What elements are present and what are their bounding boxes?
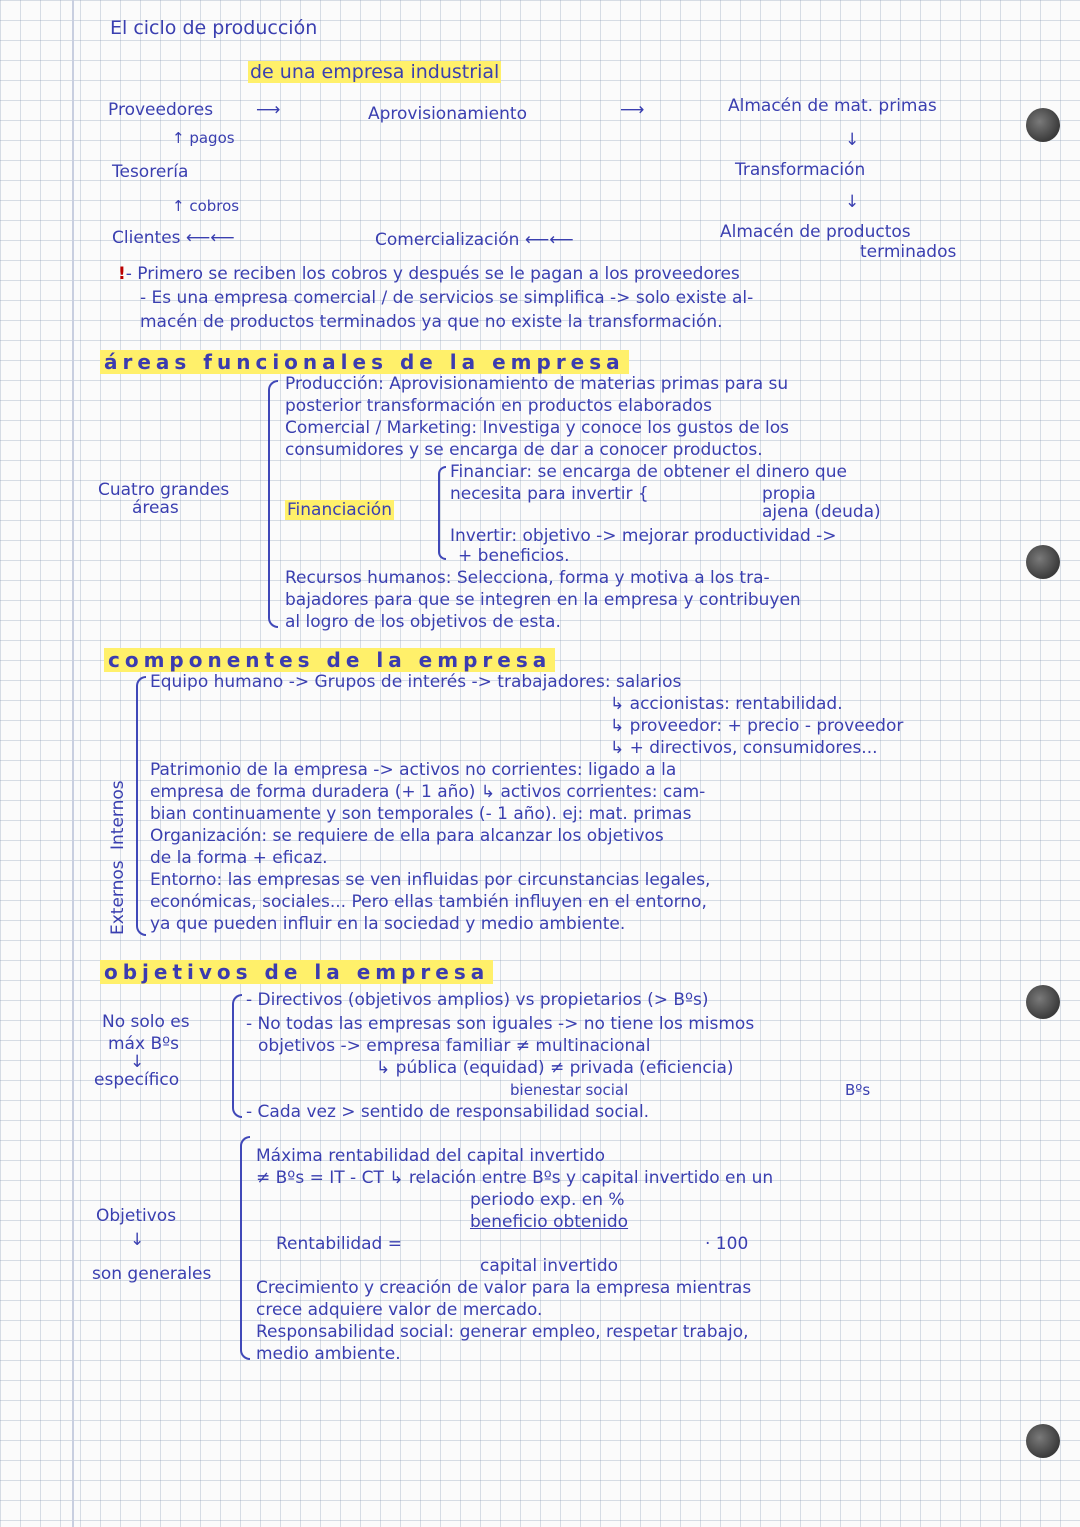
financiar-ajena: ajena (deuda) xyxy=(762,502,881,522)
section-heading-componentes: componentes de la empresa xyxy=(104,648,555,672)
label-externos: Externos xyxy=(108,860,128,935)
objetivos-left: No solo es xyxy=(102,1012,190,1032)
financiacion-label: Financiación xyxy=(287,500,392,520)
areas-line: consumidores y se encarga de dar a conocer productos. xyxy=(285,440,763,460)
punch-hole xyxy=(1026,545,1060,579)
note-3: macén de productos terminados ya que no existe la transformación. xyxy=(140,312,723,332)
objetivos-line: - Directivos (objetivos amplios) vs propietarios (> Bºs) xyxy=(246,990,709,1010)
node-almacen-prod: Almacén de productos xyxy=(720,222,911,242)
generales-line: periodo exp. en % xyxy=(470,1190,625,1210)
objetivos-line: bienestar social xyxy=(510,1081,629,1099)
arrow-down: ↓ xyxy=(845,192,860,212)
node-almacen-prod-2: terminados xyxy=(860,242,957,262)
node-comercializacion: Comercialización ⟵⟵ xyxy=(375,230,574,250)
arrow-down: ↓ xyxy=(130,1052,145,1072)
financiar-propia: propia xyxy=(762,484,816,504)
objetivos-left: específico xyxy=(94,1070,180,1090)
node-proveedores: Proveedores xyxy=(108,100,214,120)
generales-line: Crecimiento y creación de valor para la empresa mientras xyxy=(256,1278,752,1298)
arrow-down: ↓ xyxy=(845,130,860,150)
rrhh-line: bajadores para que se integren en la empresa y contribuyen xyxy=(285,590,801,610)
entorno-line: ya que pueden influir en la sociedad y medio ambiente. xyxy=(150,914,626,934)
objetivos-line: ↳ pública (equidad) ≠ privada (eficiencia) xyxy=(376,1058,734,1078)
componentes-line: Equipo humano -> Grupos de interés -> trabajadores: salarios xyxy=(150,672,682,692)
node-aprovisionamiento: Aprovisionamiento xyxy=(368,104,527,124)
organizacion-line: de la forma + eficaz. xyxy=(150,848,328,868)
generales-line: Responsabilidad social: generar empleo, respetar trabajo, xyxy=(256,1322,749,1342)
areas-label-1: Cuatro grandes xyxy=(98,480,230,500)
organizacion-line: Organización: se requiere de ella para alcanzar los objetivos xyxy=(150,826,664,846)
label-internos: Internos xyxy=(108,780,128,850)
invertir-line: + beneficios. xyxy=(458,546,570,566)
componentes-line: ↳ accionistas: rentabilidad. xyxy=(610,694,843,714)
generales-left: son generales xyxy=(92,1264,212,1284)
section-heading-objetivos: objetivos de la empresa xyxy=(100,960,493,984)
componentes-line: ↳ + directivos, consumidores... xyxy=(610,738,878,758)
brace xyxy=(136,676,146,936)
patrimonio-line: Patrimonio de la empresa -> activos no corrientes: ligado a la xyxy=(150,760,677,780)
punch-hole xyxy=(1026,108,1060,142)
rrhh-line: al logro de los objetivos de esta. xyxy=(285,612,561,632)
objetivos-line: - No todas las empresas son iguales -> no tiene los mismos xyxy=(246,1014,755,1034)
punch-hole xyxy=(1026,1424,1060,1458)
brace xyxy=(232,994,242,1118)
formula-numerator: beneficio obtenido xyxy=(470,1212,629,1232)
node-transformacion: Transformación xyxy=(735,160,866,180)
objetivos-line: Bºs xyxy=(845,1081,871,1099)
generales-line: ≠ Bºs = IT - CT ↳ relación entre Bºs y capital invertido en un xyxy=(256,1168,774,1188)
generales-line: medio ambiente. xyxy=(256,1344,401,1364)
patrimonio-line: bian continuamente y son temporales (- 1 año). ej: mat. primas xyxy=(150,804,692,824)
rrhh-line: Recursos humanos: Selecciona, forma y motiva a los tra- xyxy=(285,568,770,588)
areas-line: Comercial / Marketing: Investiga y conoce los gustos de los xyxy=(285,418,790,438)
formula-denominator: capital invertido xyxy=(480,1256,619,1276)
areas-line: Producción: Aprovisionamiento de materias primas para su xyxy=(285,374,789,394)
areas-label-2: áreas xyxy=(132,498,179,518)
node-almacen-mat: Almacén de mat. primas xyxy=(728,96,937,116)
objetivos-line: objetivos -> empresa familiar ≠ multinacional xyxy=(258,1036,651,1056)
entorno-line: Entorno: las empresas se ven influidas por circunstancias legales, xyxy=(150,870,711,890)
formula-label: Rentabilidad = xyxy=(276,1234,402,1254)
objetivos-line: - Cada vez > sentido de responsabilidad social. xyxy=(246,1102,650,1122)
generales-line: crece adquiere valor de mercado. xyxy=(256,1300,543,1320)
brace xyxy=(240,1136,250,1360)
node-clientes: Clientes ⟵⟵ xyxy=(112,228,235,248)
arrow-right: ⟶ xyxy=(620,100,645,120)
arrow-right: ⟶ xyxy=(256,100,281,120)
generales-left: Objetivos xyxy=(96,1206,177,1226)
financiar-line: Financiar: se encarga de obtener el dinero que xyxy=(450,462,847,482)
componentes-line: ↳ proveedor: + precio - proveedor xyxy=(610,716,904,736)
label-cobros: ↑ cobros xyxy=(172,197,240,215)
financiar-line: necesita para invertir { xyxy=(450,484,649,504)
note-2: - Es una empresa comercial / de servicios se simplifica -> solo existe al- xyxy=(140,288,754,308)
section-heading-areas: áreas funcionales de la empresa xyxy=(100,350,629,374)
areas-line: posterior transformación en productos elaborados xyxy=(285,396,713,416)
objetivos-left: máx Bºs xyxy=(108,1034,179,1054)
arrow-down: ↓ xyxy=(130,1230,145,1250)
page-title: El ciclo de producción xyxy=(110,17,318,39)
label-pagos: ↑ pagos xyxy=(172,129,235,147)
margin-line xyxy=(72,0,74,1527)
generales-line: Máxima rentabilidad del capital invertido xyxy=(256,1146,605,1166)
invertir-line: Invertir: objetivo -> mejorar productividad -> xyxy=(450,526,837,546)
brace xyxy=(438,466,446,560)
patrimonio-line: empresa de forma duradera (+ 1 año) ↳ activos corrientes: cam- xyxy=(150,782,706,802)
note-1: !- Primero se reciben los cobros y después se le pagan a los proveedores xyxy=(118,264,740,284)
entorno-line: económicas, sociales... Pero ellas también influyen en el entorno, xyxy=(150,892,707,912)
page-subtitle: de una empresa industrial xyxy=(250,61,500,83)
brace xyxy=(268,380,278,628)
punch-hole xyxy=(1026,985,1060,1019)
formula-factor: · 100 xyxy=(705,1234,749,1254)
node-tesoreria: Tesorería xyxy=(112,162,189,182)
